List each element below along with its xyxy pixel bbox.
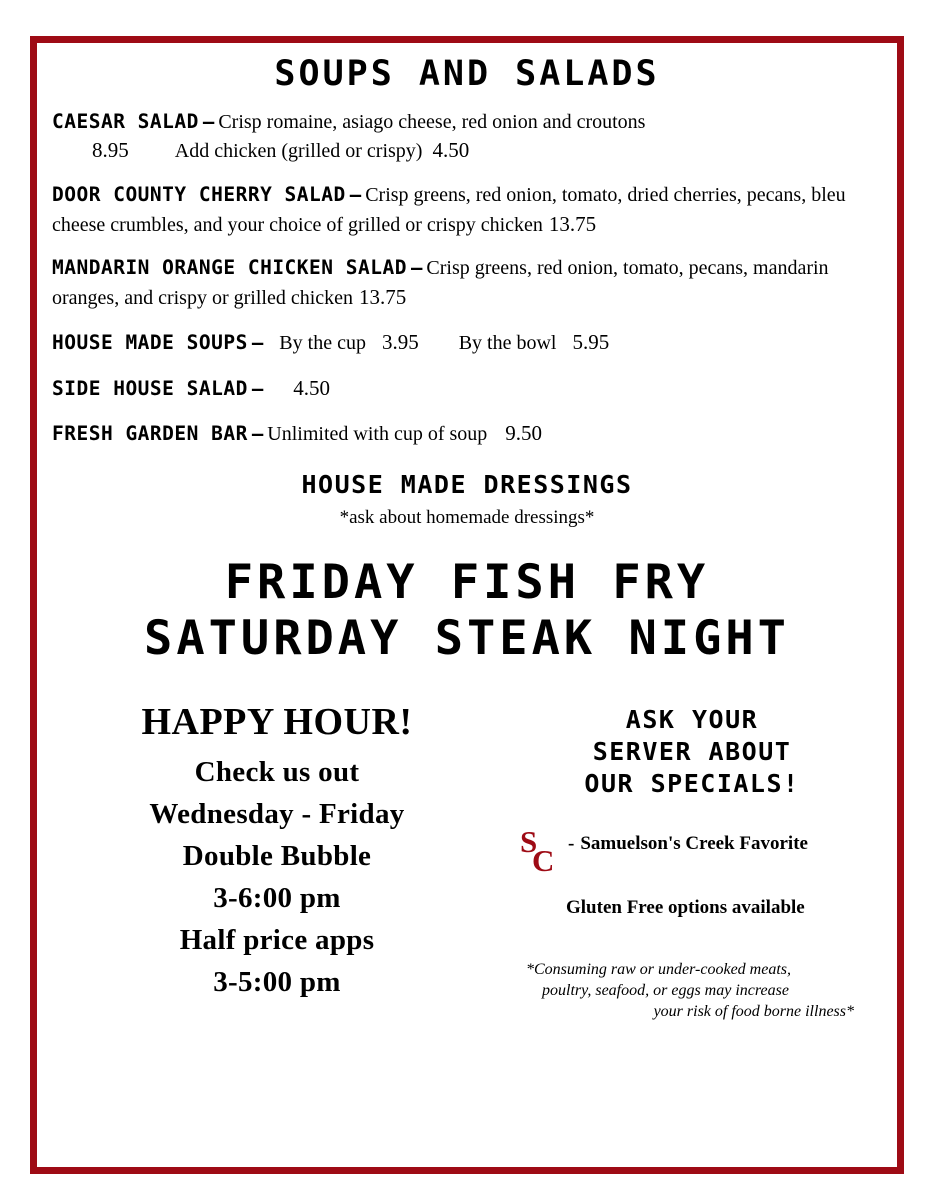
menu-item-description: Crisp greens, red onion, tomato, dried cherries, pecans, bleu cheese crumbles, and your choice of grilled or crispy chicken (52, 183, 846, 236)
menu-item (52, 182, 882, 239)
menu-item-dash: – (251, 422, 264, 445)
menu-item-dash: – (251, 377, 264, 400)
disclaimer-line-1: *Consuming raw or under-cooked meats, (526, 961, 791, 979)
page-title: SOUPS AND SALADS (274, 54, 660, 94)
happy-hour-line: Half price apps (179, 924, 375, 957)
menu-item-addon: Add chicken (grilled or crispy) (174, 140, 423, 163)
happy-hour-title: HAPPY HOUR! (141, 701, 413, 744)
menu-item-name: HOUSE MADE SOUPS (52, 331, 248, 355)
samuelsons-creek-logo-icon (520, 826, 564, 878)
ask-server-heading (502, 704, 882, 800)
logo-letter-s: S (520, 824, 538, 860)
weekend-specials-headline (52, 555, 882, 666)
menu-item-description: Crisp greens, red onion, tomato, pecans, mandarin oranges, and crispy or grilled chicken (52, 257, 829, 309)
favorite-legend-text (564, 826, 808, 855)
menu-item-price-row (52, 136, 882, 166)
favorite-dash: - (568, 833, 575, 855)
menu-item-name: SIDE HOUSE SALAD (52, 376, 248, 400)
bottom-section (52, 700, 882, 1022)
ask-server-line-3: OUR SPECIALS! (584, 769, 800, 799)
menu-item-name: MANDARIN ORANGE CHICKEN SALAD (52, 256, 407, 280)
health-disclaimer (502, 960, 882, 1022)
menu-item-description: By the cup (279, 332, 366, 355)
menu-item (52, 109, 882, 166)
menu-item-description-secondary: By the bowl (458, 332, 557, 355)
favorite-label: Samuelson's Creek Favorite (580, 833, 808, 855)
menu-item-name: FRESH GARDEN BAR (52, 421, 248, 445)
disclaimer-line-3: your risk of food borne illness* (653, 1002, 854, 1020)
menu-item (52, 255, 882, 312)
menu-item-description: Crisp romaine, asiago cheese, red onion and croutons (218, 110, 646, 133)
menu-item-price: 13.75 (548, 211, 597, 236)
ask-server-line-1: ASK YOUR (625, 705, 759, 735)
menu-item-name: CAESAR SALAD (52, 109, 199, 133)
menu-item (52, 328, 882, 358)
menu-item-price: 9.50 (505, 420, 543, 445)
happy-hour-line: Check us out (194, 756, 360, 789)
ask-server-line-2: SERVER ABOUT (592, 737, 792, 767)
dressings-heading: HOUSE MADE DRESSINGS (301, 470, 633, 500)
menu-item-dash: – (202, 110, 215, 133)
menu-item-dash: – (251, 332, 264, 355)
saturday-steak-night-line: SATURDAY STEAK NIGHT (144, 610, 790, 666)
happy-hour-line: Double Bubble (182, 840, 372, 873)
menu-item-dash: – (349, 183, 362, 206)
dressings-note: *ask about homemade dressings* (339, 507, 595, 529)
menu-item-name: DOOR COUNTY CHERRY SALAD (52, 182, 346, 206)
happy-hour-line: 3-6:00 pm (213, 882, 341, 915)
specials-block (502, 700, 882, 1022)
friday-fish-fry-line: FRIDAY FISH FRY (224, 555, 710, 611)
menu-item (52, 374, 882, 403)
menu-item-price: 4.50 (293, 375, 331, 400)
happy-hour-line: 3-5:00 pm (213, 966, 341, 999)
favorite-legend (502, 826, 882, 878)
gluten-free-note: Gluten Free options available (566, 897, 805, 919)
menu-item-price-secondary: 5.95 (572, 330, 610, 355)
menu-item-description: Unlimited with cup of soup (267, 422, 488, 445)
menu-item-addon-price: 4.50 (432, 138, 470, 163)
happy-hour-line: Wednesday - Friday (149, 798, 405, 831)
menu-content (52, 52, 882, 1023)
menu-item-price: 3.95 (381, 330, 419, 355)
disclaimer-line-2: poultry, seafood, or eggs may increase (542, 981, 789, 999)
logo-letter-c: C (532, 843, 555, 879)
menu-item (52, 419, 882, 449)
menu-item-price: 13.75 (359, 284, 407, 309)
menu-item-price: 8.95 (92, 138, 129, 163)
happy-hour-block (52, 700, 502, 1022)
menu-item-dash: – (410, 257, 423, 280)
